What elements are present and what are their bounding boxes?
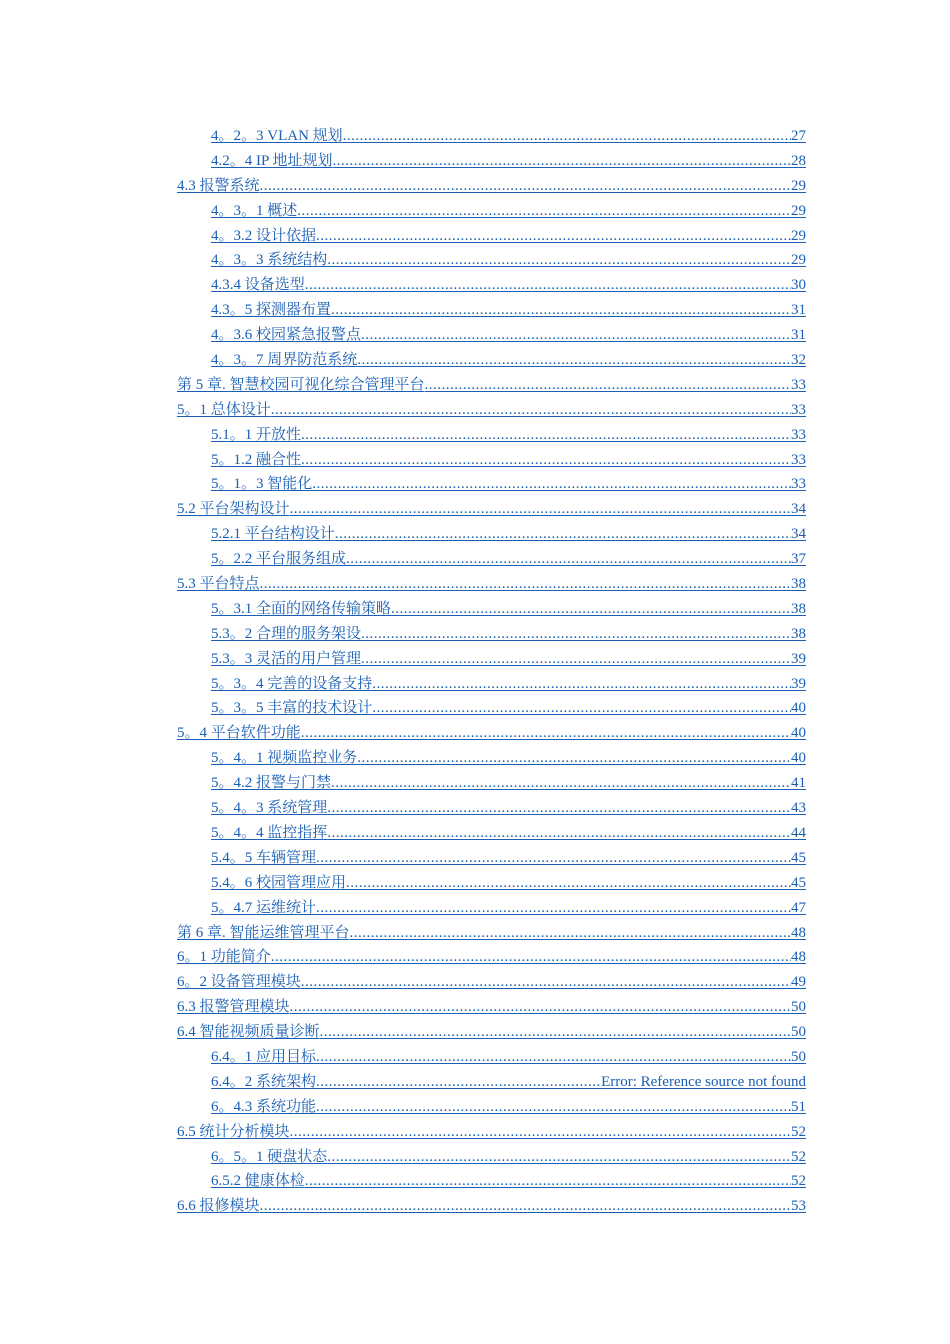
toc-entry[interactable] [177,647,806,672]
dot-leader [297,199,791,224]
toc-entry[interactable] [177,1070,806,1095]
toc-entry-title: 5.2 平台架构设计 [177,501,290,518]
toc-entry-page: 47 [791,899,806,916]
toc-entry[interactable] [177,821,806,846]
toc-entry[interactable] [177,597,806,622]
toc-entry[interactable] [177,696,806,721]
toc-entry-page: 29 [791,252,806,269]
toc-entry-title: 4。2。3 VLAN 规划 [211,128,343,144]
toc-entry-title: 5.3。3 灵活的用户管理 [211,650,362,667]
toc-entry-title: 4.3 报警系统 [177,177,260,194]
toc-entry-page: 38 [791,625,806,642]
toc-entry-page: 48 [791,949,806,966]
dot-leader [391,597,791,622]
toc-entry-title: 4。3。3 系统结构 [211,252,328,269]
table-of-contents [177,124,806,1219]
toc-entry-title: 6.4。2 系统架构 [211,1073,317,1090]
toc-entry-page: 52 [791,1148,806,1165]
toc-entry-title: 6.5 统计分析模块 [177,1123,290,1140]
dot-leader [327,796,791,821]
toc-entry-page: 40 [791,700,806,717]
toc-entry-title: 5。1。3 智能化 [211,476,313,493]
toc-entry-page: 28 [791,152,806,169]
dot-leader [346,547,791,572]
toc-entry[interactable] [177,1095,806,1120]
toc-entry[interactable] [177,149,806,174]
toc-entry-title: 6.4。1 应用目标 [211,1048,317,1065]
toc-entry-page: 52 [791,1123,806,1140]
toc-entry[interactable] [177,1145,806,1170]
toc-entry[interactable] [177,871,806,896]
toc-entry[interactable] [177,224,806,249]
dot-leader [335,522,791,547]
toc-entry-page: 33 [791,426,806,443]
toc-entry[interactable] [177,547,806,572]
dot-leader [361,622,791,647]
toc-entry-title: 4.3。5 探测器布置 [211,302,332,319]
toc-entry-title: 5。1 总体设计 [177,401,271,418]
toc-entry[interactable] [177,771,806,796]
toc-entry-page: Error: Reference source not found [601,1073,806,1090]
toc-entry[interactable] [177,572,806,597]
toc-entry[interactable] [177,1169,806,1194]
toc-entry[interactable] [177,945,806,970]
toc-entry-title: 6。5。1 硬盘状态 [211,1148,328,1165]
dot-leader [316,224,791,249]
dot-leader [320,1020,791,1045]
toc-entry-title: 5.3。2 合理的服务架设 [211,625,362,642]
toc-entry-title: 6.6 报修模块 [177,1198,260,1215]
dot-leader [312,472,791,497]
toc-entry-page: 37 [791,551,806,568]
dot-leader [357,746,791,771]
toc-entry-page: 43 [791,800,806,817]
dot-leader [327,248,791,273]
dot-leader [333,149,791,174]
toc-entry-page: 34 [791,501,806,518]
toc-entry-title: 5。4。3 系统管理 [211,800,328,817]
toc-entry-page: 49 [791,974,806,991]
toc-entry-title: 第 5 章. 智慧校园可视化综合管理平台 [177,376,425,393]
dot-leader [425,373,791,398]
dot-leader [327,821,791,846]
toc-entry-title: 5。4.2 报警与门禁 [211,775,332,792]
dot-leader [290,1120,791,1145]
toc-entry[interactable] [177,124,806,149]
toc-entry[interactable] [177,522,806,547]
toc-entry-page: 39 [791,675,806,692]
toc-entry[interactable] [177,896,806,921]
toc-entry-title: 4.3.4 设备选型 [211,277,305,294]
toc-entry-page: 33 [791,376,806,393]
toc-entry[interactable] [177,448,806,473]
toc-entry-page: 48 [791,924,806,941]
dot-leader [346,871,791,896]
dot-leader [290,497,791,522]
toc-entry[interactable] [177,622,806,647]
toc-entry-title: 6。2 设备管理模块 [177,974,301,991]
dot-leader [271,398,791,423]
toc-entry-page: 31 [791,302,806,319]
dot-leader [260,572,791,597]
toc-entry-title: 6.3 报警管理模块 [177,999,290,1016]
toc-entry-page: 41 [791,775,806,792]
dot-leader [372,672,791,697]
toc-entry[interactable] [177,1194,806,1219]
dot-leader [305,1169,791,1194]
toc-entry-title: 4。3。1 概述 [211,202,298,219]
toc-entry-page: 33 [791,451,806,468]
dot-leader [316,1095,791,1120]
toc-entry-title: 6。1 功能简介 [177,949,271,966]
toc-entry-title: 6.4 智能视频质量诊断 [177,1024,320,1041]
toc-entry-page: 39 [791,650,806,667]
toc-entry[interactable] [177,174,806,199]
toc-entry-page: 31 [791,327,806,344]
toc-entry-page: 32 [791,352,806,369]
toc-entry-title: 4。3.2 设计依据 [211,227,317,244]
toc-entry-page: 38 [791,600,806,617]
toc-entry-page: 53 [791,1198,806,1215]
dot-leader [301,970,791,995]
toc-entry[interactable] [177,248,806,273]
toc-entry-page: 50 [791,999,806,1016]
dot-leader [331,298,791,323]
toc-entry[interactable] [177,1045,806,1070]
toc-entry-page: 40 [791,725,806,742]
toc-entry-title: 5。3。4 完善的设备支持 [211,675,373,692]
toc-entry-title: 4.2。4 IP 地址规划 [211,152,333,169]
toc-entry-title: 5。4。1 视频监控业务 [211,750,358,767]
toc-entry-title: 6.5.2 健康体检 [211,1173,305,1190]
dot-leader [372,696,791,721]
dot-leader [316,1045,791,1070]
toc-entry-page: 51 [791,1098,806,1115]
toc-entry-title: 5.3 平台特点 [177,576,260,593]
toc-entry[interactable] [177,348,806,373]
toc-entry-page: 45 [791,849,806,866]
toc-entry-page: 45 [791,874,806,891]
toc-entry-page: 33 [791,401,806,418]
toc-entry[interactable] [177,298,806,323]
dot-leader [260,174,791,199]
dot-leader [301,423,791,448]
dot-leader [331,771,791,796]
toc-entry-page: 50 [791,1048,806,1065]
dot-leader [301,721,791,746]
toc-entry[interactable] [177,398,806,423]
toc-entry[interactable] [177,970,806,995]
dot-leader [260,1194,791,1219]
dot-leader [271,945,791,970]
toc-entry-page: 40 [791,750,806,767]
toc-entry-page: 38 [791,576,806,593]
toc-entry-page: 29 [791,177,806,194]
dot-leader [350,921,791,946]
toc-entry-title: 5。4.7 运维统计 [211,899,317,916]
dot-leader [316,846,791,871]
toc-entry-title: 第 6 章. 智能运维管理平台 [177,924,350,941]
toc-entry-title: 5。2.2 平台服务组成 [211,551,347,568]
dot-leader [305,273,791,298]
dot-leader [357,348,791,373]
toc-entry-page: 50 [791,1024,806,1041]
toc-entry[interactable] [177,373,806,398]
toc-entry[interactable] [177,746,806,771]
dot-leader [301,448,791,473]
toc-entry-title: 5。3。5 丰富的技术设计 [211,700,373,717]
dot-leader [361,647,791,672]
dot-leader [327,1145,791,1170]
toc-entry-page: 52 [791,1173,806,1190]
toc-entry[interactable] [177,721,806,746]
toc-entry-page: 27 [791,128,806,144]
toc-entry[interactable] [177,497,806,522]
toc-entry[interactable] [177,921,806,946]
toc-entry-title: 6。4.3 系统功能 [211,1098,317,1115]
toc-entry-page: 29 [791,227,806,244]
toc-entry[interactable] [177,672,806,697]
toc-entry[interactable] [177,796,806,821]
toc-entry-page: 30 [791,277,806,294]
toc-entry-page: 29 [791,202,806,219]
toc-entry-title: 5.2.1 平台结构设计 [211,526,335,543]
toc-entry[interactable] [177,846,806,871]
toc-entry-title: 5。3.1 全面的网络传输策略 [211,600,392,617]
toc-entry-title: 5。1.2 融合性 [211,451,302,468]
toc-entry[interactable] [177,1120,806,1145]
dot-leader [316,1070,601,1095]
toc-entry[interactable] [177,995,806,1020]
toc-entry[interactable] [177,423,806,448]
dot-leader [316,896,791,921]
toc-entry-title: 5.4。5 车辆管理 [211,849,317,866]
toc-entry-title: 5.4。6 校园管理应用 [211,874,347,891]
toc-entry-title: 4。3.6 校园紧急报警点 [211,327,362,344]
toc-entry[interactable] [177,1020,806,1045]
toc-entry-title: 5.1。1 开放性 [211,426,302,443]
dot-leader [361,323,791,348]
toc-entry-title: 5。4。4 监控指挥 [211,824,328,841]
toc-entry-title: 5。4 平台软件功能 [177,725,301,742]
toc-entry[interactable] [177,199,806,224]
toc-entry-page: 44 [791,824,806,841]
toc-entry[interactable] [177,273,806,298]
toc-entry-title: 4。3。7 周界防范系统 [211,352,358,369]
dot-leader [343,124,791,149]
toc-entry-page: 34 [791,526,806,543]
dot-leader [290,995,791,1020]
toc-entry[interactable] [177,472,806,497]
toc-entry-page: 33 [791,476,806,493]
toc-entry[interactable] [177,323,806,348]
